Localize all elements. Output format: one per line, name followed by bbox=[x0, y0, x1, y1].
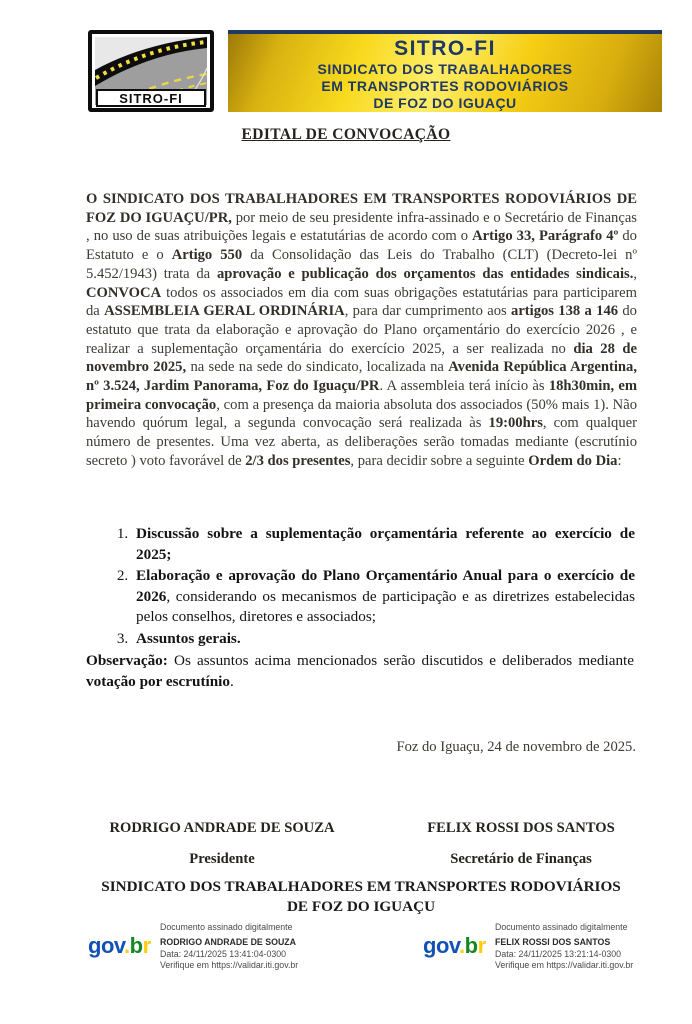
body-paragraph: O SINDICATO DOS TRABALHADORES EM TRANSPORTES RODOVIÁRIOS DE FOZ DO IGUAÇU/PR, por meio de seu presidente infra-assinado e o Secretário de Finanças , no uso de suas atribuições legais e estatutárias de acordo com o Artigo 33, Parágrafo 4º do Estatuto e o Artigo 550 da Consolidação das Leis do Trabalho (CLT) (Decreto-lei nº 5.452/1943) trata da aprovação e publicação dos orçamentos das entidades sindicais., CONVOCA todos os associados em dia com suas obrigações estatutárias para participarem da ASSEMBLEIA GERAL ORDINÁRIA, para dar cumprimento aos artigos 138 a 146 do estatuto que trata da elaboração e aprovação do Plano orçamentário do exercício 2026 , e realizar a suplementação orçamentária do exercício 2025, a ser realizada no dia 28 de novembro 2025, na sede na sede do sindicato, localizada na Avenida República Argentina, nº 3.524, Jardim Panorama, Foz do Iguaçu/PR. A assembleia terá início às 18h30min, em primeira convocação, com a presença da maioria absoluta dos associados (50% mais 1). Não havendo quórum legal, a segunda convocação será realizada às 19:00hrs, com qualquer número de presentes. Uma vez aberta, as deliberações serão tomadas mediante (escrutínio secreto ) voto favorável de 2/3 dos presentes, para decidir sobre a seguinte Ordem do Dia: bbox=[86, 191, 637, 469]
govbr-logo-b: b bbox=[129, 933, 143, 958]
govbr-logo bbox=[88, 933, 151, 959]
signature-name: RODRIGO ANDRADE DE SOUZA bbox=[109, 820, 335, 836]
govbr-logo-dot: . bbox=[458, 933, 465, 958]
list-item: 1. Discussão sobre a suplementação orçamentária referente ao exercício de 2025; bbox=[132, 524, 635, 565]
stamp-date: Data: 24/11/2025 13:21:14-0300 bbox=[495, 948, 622, 959]
signature-row bbox=[86, 820, 637, 868]
note-paragraph: Observação: Os assuntos acima mencionados serão discutidos e deliberados mediante votação por escrutínio. bbox=[86, 652, 634, 690]
logo-label: SITRO-FI bbox=[119, 91, 183, 106]
banner-line-3: DE FOZ DO IGUAÇU bbox=[373, 95, 517, 111]
stamp-signer-name: FELIX ROSSI DOS SANTOS bbox=[495, 937, 611, 947]
stamp-header: Documento assinado digitalmente bbox=[495, 922, 628, 932]
signature-name: FELIX ROSSI DOS SANTOS bbox=[427, 820, 615, 836]
govbr-logo-r: r bbox=[142, 933, 151, 958]
stamp-verify-url: Verifique em https://validar.iti.gov.br bbox=[160, 960, 299, 970]
letterhead bbox=[88, 30, 662, 112]
list-item: 2. Elaboração e aprovação do Plano Orçamentário Anual para o exercício de 2026, considerando os mecanismos de participação e as diretrizes estabelecidas pelos conselhos, diretores e associados; bbox=[132, 566, 635, 628]
organization-title bbox=[66, 877, 656, 917]
govbr-logo bbox=[423, 933, 486, 959]
stamp-verify-url: Verifique em https://validar.iti.gov.br bbox=[495, 960, 634, 970]
banner-line-1: SINDICATO DOS TRABALHADORES bbox=[317, 61, 573, 77]
govbr-logo-gov: gov bbox=[88, 933, 124, 958]
union-banner bbox=[228, 30, 662, 112]
signature-role: Presidente bbox=[189, 851, 255, 867]
banner-title: SITRO-FI bbox=[394, 37, 496, 60]
stamp-date: Data: 24/11/2025 13:41:04-0300 bbox=[160, 948, 287, 959]
banner-line-2: EM TRANSPORTES RODOVIÁRIOS bbox=[321, 78, 569, 94]
organization-title-line1: SINDICATO DOS TRABALHADORES EM TRANSPORTES RODOVIÁRIOS bbox=[101, 878, 621, 895]
dateline: Foz do Iguaçu, 24 de novembro de 2025. bbox=[396, 739, 636, 755]
govbr-logo-dot: . bbox=[123, 933, 130, 958]
document-title: EDITAL DE CONVOCAÇÃO bbox=[241, 126, 451, 143]
digital-signature-stamp bbox=[423, 922, 673, 992]
signature-president bbox=[86, 820, 358, 868]
govbr-logo-r: r bbox=[477, 933, 486, 958]
digital-signature-stamp bbox=[88, 922, 338, 992]
stamp-header: Documento assinado digitalmente bbox=[160, 922, 293, 932]
govbr-logo-gov: gov bbox=[423, 933, 459, 958]
list-item: 3. Assuntos gerais. bbox=[132, 629, 635, 650]
order-of-day-list bbox=[102, 524, 635, 651]
organization-title-line2: DE FOZ DO IGUAÇU bbox=[286, 898, 436, 915]
signature-role: Secretário de Finanças bbox=[450, 851, 592, 867]
signature-secretary bbox=[405, 820, 637, 868]
road-logo-image bbox=[88, 30, 214, 112]
sitrofi-logo bbox=[88, 30, 214, 112]
govbr-logo-b: b bbox=[464, 933, 478, 958]
stamp-signer-name: RODRIGO ANDRADE DE SOUZA bbox=[160, 937, 297, 947]
